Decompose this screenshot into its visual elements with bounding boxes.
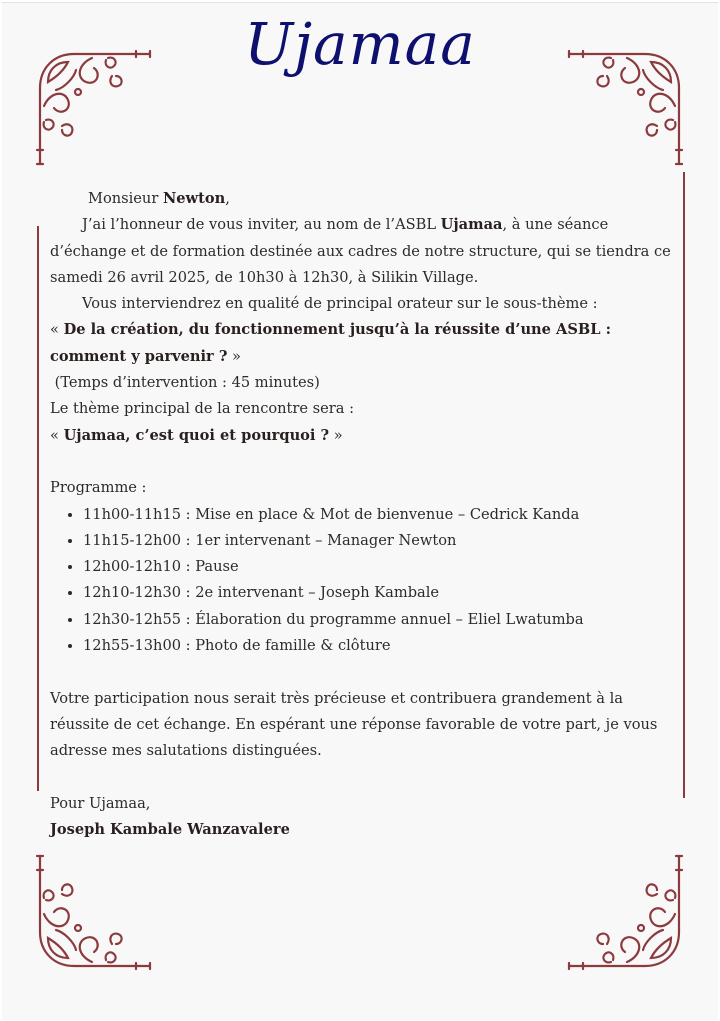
signoff: Pour Ujamaa, <box>50 794 151 812</box>
corner-ornament-top-left-icon <box>34 48 154 168</box>
corner-ornament-bottom-right-icon <box>565 852 685 972</box>
role-paragraph: Vous interviendrez en qualité de principal orateur sur le sous-thème : <box>82 295 598 313</box>
list-item: • 12h30-12h55 : Élaboration du programme annuel – Eliel Lwatumba <box>83 607 680 633</box>
main-theme: « Ujamaa, c’est quoi et pourquoi ? » <box>50 426 343 444</box>
right-border-rule <box>683 172 685 798</box>
duration-note: (Temps d’intervention : 45 minutes) <box>50 374 320 392</box>
recipient-name: Newton <box>162 190 226 207</box>
subtheme: « De la création, du fonctionnement jusqu’à la réussite d’une ASBL : comment y parvenir ? » <box>50 321 611 365</box>
letter-body <box>50 186 680 843</box>
signatory: Joseph Kambale Wanzavalere <box>50 821 290 839</box>
salutation: Monsieur Newton, <box>88 190 230 207</box>
corner-ornament-top-right-icon <box>565 48 685 168</box>
corner-ornament-bottom-left-icon <box>34 852 154 972</box>
list-item: • 12h00-12h10 : Pause <box>83 554 680 580</box>
left-border-rule <box>37 226 39 791</box>
theme-intro: Le thème principal de la rencontre sera : <box>50 400 355 418</box>
closing-paragraph: Votre participation nous serait très précieuse et contribuera grandement à la réussite de cet échange. En espérant une réponse favorable de votre part, je vous adresse mes salutations distinguées. <box>50 689 658 760</box>
list-item: • 11h15-12h00 : 1er intervenant – Manager Newton <box>83 528 680 554</box>
programme-title: Programme : <box>50 479 147 497</box>
brand-title: Ujamaa <box>244 10 476 78</box>
list-item: • 12h10-12h30 : 2e intervenant – Joseph Kambale <box>83 580 680 606</box>
invitation-paragraph: J’ai l’honneur de vous inviter, au nom de l’ASBL Ujamaa, à une séance d’échange et de formation destinée aux cadres de notre structure, qui se tiendra ce samedi 26 avril 2025, de 10h30 à 12h30, à Silikin Village. <box>50 216 671 286</box>
list-item: • 11h00-11h15 : Mise en place & Mot de bienvenue – Cedrick Kanda <box>83 502 680 528</box>
programme-list <box>50 502 680 660</box>
org-name: Ujamaa <box>440 216 503 234</box>
list-item: • 12h55-13h00 : Photo de famille & clôture <box>83 633 680 659</box>
